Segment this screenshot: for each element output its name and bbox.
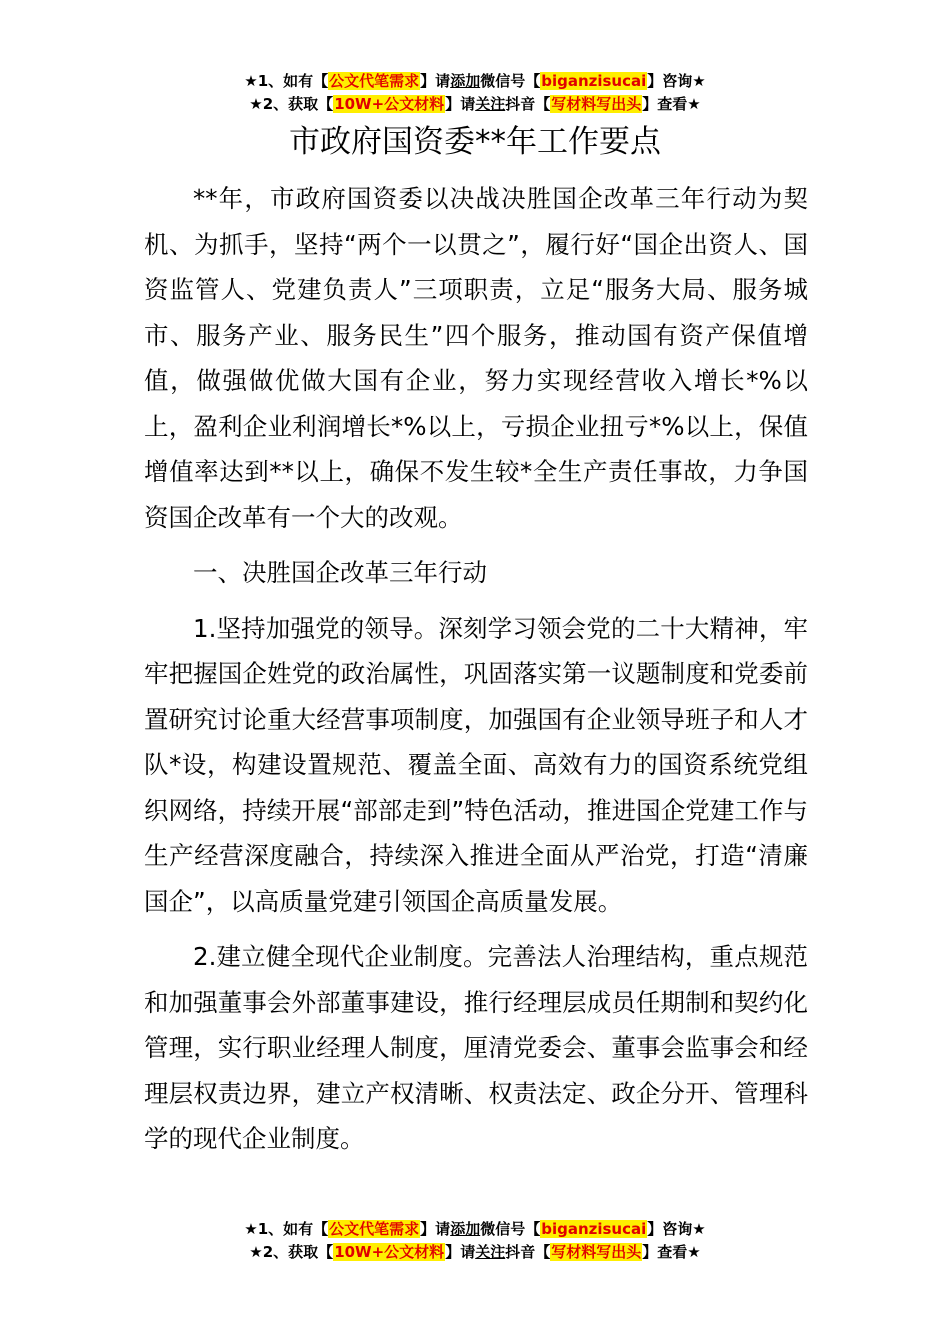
highlight-douyin-account: 写材料写出头: [551, 95, 642, 113]
document-title: 市政府国资委**年工作要点: [289, 124, 661, 160]
footer-banner-line-2: ★2、获取【10W+公文材料】请关注抖音【写材料写出头】查看★: [249, 1243, 701, 1261]
footer-banner-line-1: ★1、如有【公文代笔需求】请添加微信号【biganzisucai】咨询★: [244, 1220, 706, 1238]
banner-line-1: ★1、如有【公文代笔需求】请添加微信号【biganzisucai】咨询★: [244, 72, 706, 90]
footer-highlight-materials: 10W+公文材料: [334, 1243, 445, 1261]
banner-line-2: ★2、获取【10W+公文材料】请关注抖音【写材料写出头】查看★: [249, 95, 701, 113]
footer-highlight-service: 公文代笔需求: [329, 1220, 420, 1238]
section-heading: 一、决胜国企改革三年行动: [193, 558, 487, 587]
highlight-wechat-id: biganzisucai: [541, 72, 647, 90]
highlight-service: 公文代笔需求: [329, 72, 420, 90]
footer-highlight-douyin-account: 写材料写出头: [551, 1243, 642, 1261]
document-body: [144, 176, 808, 1172]
intro-paragraph: **年，市政府国资委以决战决胜国企改革三年行动为契机、为抓手，坚持“两个一以贯之”，履行好“国企出资人、国资监管人、党建负责人”三项职责，立足“服务大局、服务城市、服务产业、服务民生”四个服务，推动国有资产保值增值，做强做优做大国有企业，努力实现经营收入增长*%以上，盈利企业利润增长*%以上，亏损企业扭亏*%以上，保值增值率达到**以上，确保不发生较*全生产责任事故，力争国资国企改革有一个大的改观。: [144, 184, 808, 532]
highlight-materials: 10W+公文材料: [334, 95, 445, 113]
header-banner: [0, 70, 950, 116]
footer-highlight-wechat-id: biganzisucai: [541, 1220, 647, 1238]
footer-banner: [0, 1218, 950, 1264]
item-paragraph-1: 1.坚持加强党的领导。深刻学习领会党的二十大精神，牢牢把握国企姓党的政治属性，巩固落实第一议题制度和党委前置研究讨论重大经营事项制度，加强国有企业领导班子和人才队*设，构建设置规范、覆盖全面、高效有力的国资系统党组织网络，持续开展“部部走到”特色活动，推进国企党建工作与生产经营深度融合，持续深入推进全面从严治党，打造“清廉国企”，以高质量党建引领国企高质量发展。: [144, 613, 808, 916]
item-paragraph-2: 2.建立健全现代企业制度。完善法人治理结构，重点规范和加强董事会外部董事建设，推行经理层成员任期制和契约化管理，实行职业经理人制度，厘清党委会、董事会监事会和经理层权责边界，建立产权清晰、权责法定、政企分开、管理科学的现代企业制度。: [144, 942, 808, 1153]
